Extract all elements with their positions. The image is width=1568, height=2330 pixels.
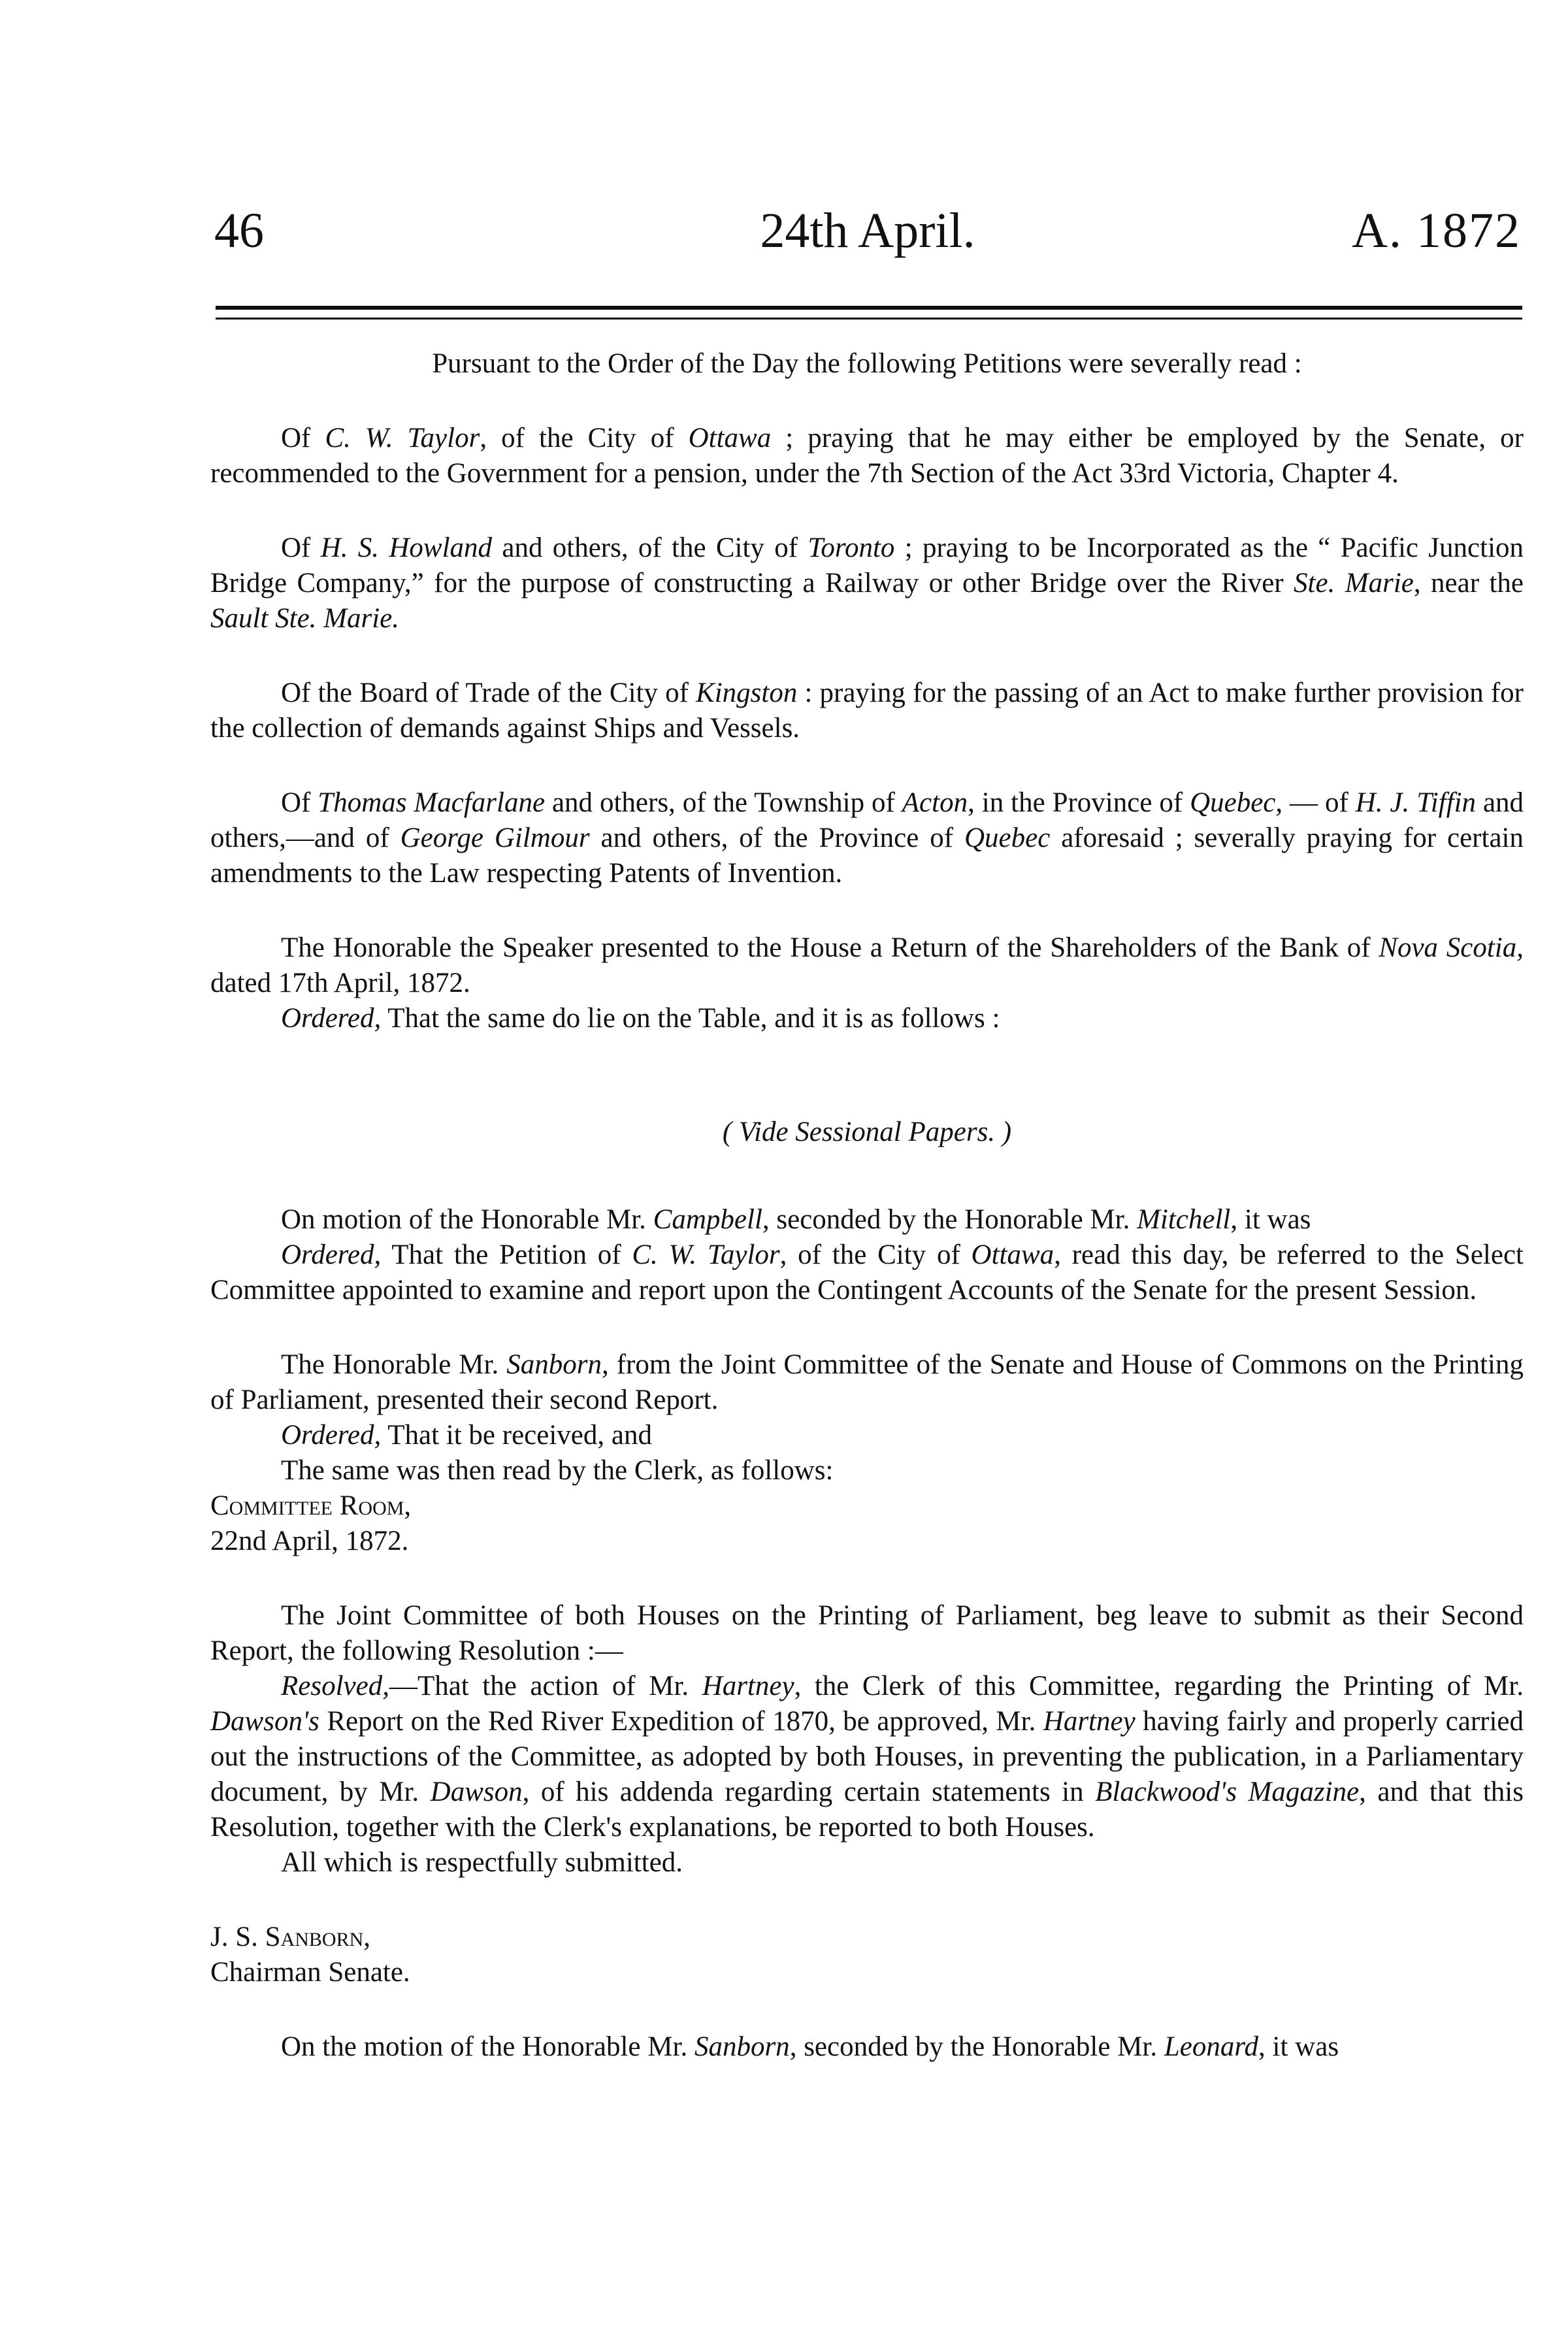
text-span: That the Petition of [381,1239,632,1270]
text-span: , seconded by the Honorable Mr. [789,2031,1164,2062]
read-by-clerk-paragraph [210,1453,1524,1488]
page-body [210,346,1524,2065]
petition-howland [210,531,1524,636]
person-name: George Gilmour [400,823,590,853]
petition-board-of-trade [210,676,1524,746]
text-span: , in the Province of [968,787,1190,818]
person-name: Sanborn [694,2031,790,2062]
person-name: Leonard [1164,2031,1259,2062]
person-name: H. S. Howland [320,533,493,563]
text-span: having fairly and properly carried out the instructions of the Committee, as adopted by both Houses, in preventing the publication, in a Parliamentary document, by Mr. [210,1706,1524,1807]
ordered-label: Ordered, [281,1239,382,1270]
petition-macfarlane [210,785,1524,891]
committee-room-text: Committee Room, [210,1490,412,1521]
text-span: Of the Board of Trade of the City of [281,678,696,708]
text-span: Of [281,423,325,453]
place-name: Ottawa [688,423,772,453]
person-name: Hartney [1043,1706,1135,1737]
page-number: 46 [214,203,264,258]
signature-name-text: J. S. Sanborn, [210,1922,370,1952]
person-name: C. W. Taylor [632,1239,780,1270]
person-name: Hartney [702,1671,794,1701]
text-span: , near the [1413,568,1524,599]
text-span: : praying for the passing of an Act to make further provision for the collection of demands against Ships and Vessels. [210,678,1524,744]
person-name: Thomas Macfarlane [318,787,546,818]
sanborn-report-paragraph [210,1347,1524,1418]
petition-taylor [210,421,1524,491]
place-name: Ottawa [971,1239,1054,1270]
resolution-paragraph [210,1669,1524,1845]
ordered-petition-referral [210,1238,1524,1308]
text-span: , of his addenda regarding certain statements in [522,1777,1096,1807]
vide-sessional-papers [210,1115,1524,1150]
order-of-day-paragraph [210,346,1524,382]
place-name: Nova Scotia [1379,932,1517,963]
text-span: That the same do lie on the Table, and it is as follows : [381,1003,1000,1034]
ordered-label: Ordered, [281,1420,382,1451]
text-span: , from the Joint Committee of the Senate and House of Commons on the Printing of Parliament, presented their second Report. [210,1349,1524,1415]
text-span: and others,—and of [210,787,1524,853]
text-span: ; praying that he may either be employed by the Senate, or recommended to the Government for a pension, under the 7th Section of the Act 33rd Victoria, Chapter 4. [210,423,1524,489]
order-of-day-text: Pursuant to the Order of the Day the following Petitions were severally read : [432,348,1302,379]
place-name: Kingston [696,678,798,708]
text-span: aforesaid ; severally praying for certain amendments to the Law respecting Patents of Invention. [210,823,1524,889]
text-span: Of [281,533,321,563]
committee-room-heading [210,1488,1524,1524]
resolved-label: Resolved, [281,1671,389,1701]
text-span: and others, of the Township of [545,787,902,818]
text-span: , and that this Resolution, together with the Clerk's explanations, be reported to both Houses. [210,1777,1524,1843]
campbell-motion-paragraph [210,1202,1524,1238]
text-span: ; praying to be Incorporated as the “ Pacific Junction Bridge Company,” for the purpose of constructing a Railway or other Bridge over the River [210,533,1524,599]
text-span: The Honorable Mr. [281,1349,507,1380]
ordered-label: Ordered, [281,1003,382,1034]
committee-room-date [210,1524,1524,1559]
text-span: The Honorable the Speaker presented to the House a Return of the Shareholders of the Bank of [281,932,1379,963]
text-span: , the Clerk of this Committee, regarding the Printing of Mr. [794,1671,1524,1701]
text-span: , it was [1258,2031,1339,2062]
text-span: On the motion of the Honorable Mr. [281,2031,694,2062]
place-name: Toronto [808,533,895,563]
text-span: , read this day, be referred to the Select Committee appointed to examine and report upon the Contingent Accounts of the Senate for the present Session. [210,1239,1524,1305]
text-span: The same was then read by the Clerk, as follows: [281,1455,834,1486]
vide-text: ( Vide Sessional Papers. ) [722,1117,1012,1147]
publication-name: Blackwood's Magazine [1095,1777,1360,1807]
text-span: Of [281,787,318,818]
text-span: , — of [1275,787,1356,818]
text-span: Report on the Red River Expedition of 1870, be approved, Mr. [319,1706,1043,1737]
place-name: Acton [902,787,968,818]
joint-committee-paragraph [210,1598,1524,1669]
speaker-return-paragraph [210,930,1524,1001]
page-date: 24th April. [760,203,975,258]
text-span: , seconded by the Honorable Mr. [762,1204,1137,1235]
text-span: , of the City of [779,1239,972,1270]
ordered-table-paragraph [210,1001,1524,1036]
committee-date-text: 22nd April, 1872. [210,1526,409,1556]
text-span: —That the action of Mr. [389,1671,702,1701]
signature-title-text: Chairman Senate. [210,1957,410,1988]
text-span: , of the City of [480,423,689,453]
person-name: Sanborn [506,1349,602,1380]
header-rule-thin [216,318,1522,320]
text-span: , dated 17th April, 1872. [210,932,1524,998]
page-year: A. 1872 [1352,203,1521,258]
place-name: Quebec [1190,787,1276,818]
person-name: Mitchell [1137,1204,1231,1235]
signature-title [210,1955,1524,1990]
text-span: The Joint Committee of both Houses on the Printing of Parliament, beg leave to submit as their Second Report, the following Resolution :— [210,1600,1524,1666]
place-name: Ste. Marie [1294,568,1414,599]
text-span: and others, of the City of [492,533,808,563]
person-name: Dawson [430,1777,523,1807]
submitted-paragraph [210,1845,1524,1880]
person-name: Campbell [653,1204,762,1235]
signature-name [210,1920,1524,1955]
text-span: All which is respectfully submitted. [281,1847,683,1878]
text-span: , it was [1230,1204,1311,1235]
place-name: Quebec [964,823,1051,853]
person-name: H. J. Tiffin [1355,787,1477,818]
header-rule-thick [216,306,1522,310]
sanborn-motion-paragraph [210,2029,1524,2065]
person-name: Dawson's [210,1706,319,1737]
ordered-received-paragraph [210,1418,1524,1453]
text-span: That it be received, and [381,1420,652,1451]
text-span: and others, of the Province of [589,823,964,853]
person-name: C. W. Taylor [325,423,480,453]
page-header [214,203,1521,281]
place-name: Sault Ste. Marie. [210,603,400,634]
text-span: On motion of the Honorable Mr. [281,1204,653,1235]
